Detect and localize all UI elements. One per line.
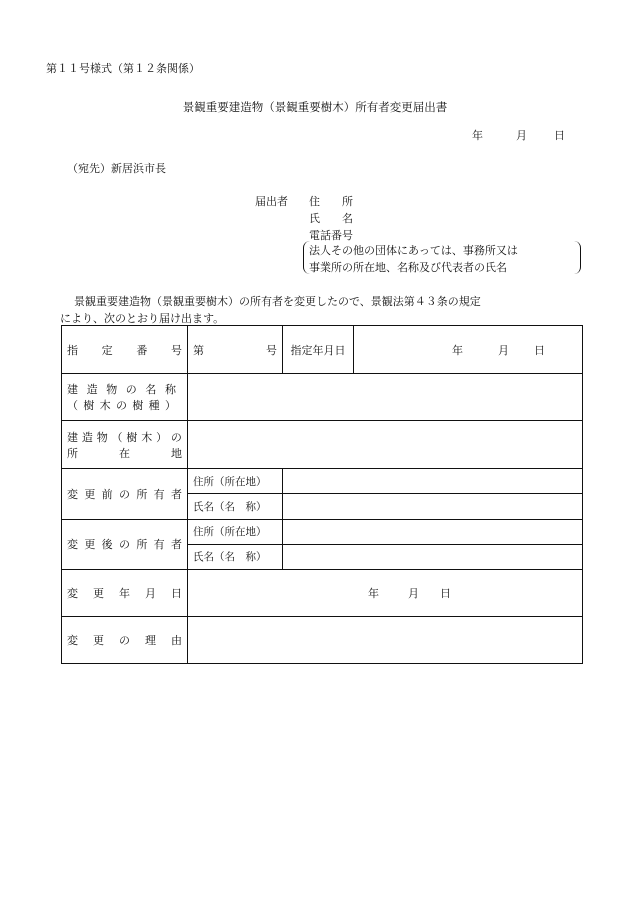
change-reason-row (62, 616, 583, 663)
label-char: 種 (148, 399, 160, 413)
building-name-label (62, 374, 188, 421)
label-char: 更 (84, 538, 96, 552)
label-char: の (118, 487, 130, 501)
before-owner-address-row (62, 469, 583, 494)
designation-date-field[interactable] (354, 326, 583, 374)
label-char: 月 (145, 586, 156, 600)
change-date-field[interactable] (188, 569, 583, 616)
building-name-field[interactable] (188, 374, 583, 421)
label-char: ） (156, 430, 168, 444)
label-char: 建 (67, 383, 78, 397)
date-day-label: 日 (554, 129, 565, 142)
date-year-label: 年 (472, 129, 483, 142)
change-date-month: 月 (408, 586, 419, 600)
label-char: 所 (136, 538, 148, 552)
designation-number-field[interactable] (188, 326, 283, 374)
label-char: 定 (101, 343, 113, 357)
corporate-note-line-2: 事業所の所在地、名称及び代表者の氏名 (309, 261, 507, 274)
label-char: 者 (170, 538, 182, 552)
label-char: 物 (96, 430, 108, 444)
change-date-day: 日 (440, 586, 451, 600)
label-char: 前 (101, 487, 113, 501)
notifier-label: 届出者 (255, 195, 288, 208)
date-month-label: 月 (516, 129, 527, 142)
change-reason-field[interactable] (188, 616, 583, 663)
statement-text (60, 293, 481, 327)
designation-date-day: 日 (534, 343, 545, 357)
before-owner-name-label: 氏名（名 称） (188, 494, 283, 519)
label-char: 番 (136, 343, 148, 357)
label-char: 有 (153, 487, 165, 501)
label-char: 更 (84, 487, 96, 501)
form-number: 第１１号様式（第１２条関係） (46, 62, 200, 75)
label-char: ） (164, 399, 176, 413)
designation-row (62, 326, 583, 374)
notifier-name-label: 氏 名 (309, 212, 353, 225)
label-char: 地 (171, 446, 182, 460)
after-owner-name-label: 氏名（名 称） (188, 544, 283, 569)
label-char: 在 (119, 446, 130, 460)
label-char: 変 (67, 538, 78, 552)
building-name-row (62, 374, 583, 421)
label-char: 造 (81, 430, 93, 444)
location-row (62, 421, 583, 469)
corporate-note-line-1: 法人その他の団体にあっては、事務所又は (309, 244, 518, 257)
label-char: 指 (67, 343, 78, 357)
label-char: 木 (141, 430, 153, 444)
designation-date-month: 月 (498, 343, 509, 357)
label-char: の (118, 538, 130, 552)
label-char: 更 (93, 586, 104, 600)
label-char: 有 (153, 538, 165, 552)
form-table (61, 325, 583, 664)
label-char: 変 (67, 586, 78, 600)
change-date-year: 年 (368, 586, 379, 600)
label-char: （ (111, 430, 123, 444)
designation-date-label: 指定年月日 (283, 326, 354, 374)
label-char: の (115, 399, 127, 413)
statement-line-2: により、次のとおり届け出ます。 (60, 312, 225, 325)
label-char: 号 (170, 343, 182, 357)
label-char: 年 (119, 586, 130, 600)
addressee: （宛先）新居浜市長 (67, 162, 166, 175)
location-label (62, 421, 188, 469)
label-char: の (170, 430, 182, 444)
after-owner-address-field[interactable] (283, 519, 583, 544)
before-owner-name-field[interactable] (283, 494, 583, 519)
label-char: 木 (99, 399, 111, 413)
label-char: の (125, 383, 137, 397)
number-prefix: 第 (193, 343, 204, 357)
label-char: 所 (67, 446, 78, 460)
document-title: 景観重要建造物（景観重要樹木）所有者変更届出書 (182, 100, 448, 114)
statement-line-1: 景観重要建造物（景観重要樹木）の所有者を変更したので、景観法第４３条の規定 (74, 295, 481, 308)
label-char: 変 (67, 487, 78, 501)
label-char: 物 (106, 383, 118, 397)
label-char: （ (67, 399, 78, 413)
label-char: 日 (171, 586, 182, 600)
label-char: 名 (145, 383, 157, 397)
label-char: 樹 (83, 399, 95, 413)
notifier-phone-label: 電話番号 (309, 229, 353, 242)
change-date-label (62, 569, 188, 616)
after-owner-label (62, 519, 188, 569)
label-char: 後 (101, 538, 113, 552)
before-owner-address-label: 住所（所在地） (188, 469, 283, 494)
change-reason-label (62, 616, 188, 663)
label-char: 称 (164, 383, 176, 397)
label-char: 由 (171, 633, 182, 647)
designation-number-label (62, 326, 188, 374)
notifier-address-label: 住 所 (309, 195, 353, 208)
location-field[interactable] (188, 421, 583, 469)
label-char: 理 (145, 633, 156, 647)
label-char: 造 (86, 383, 98, 397)
before-owner-label (62, 469, 188, 519)
number-suffix: 号 (266, 343, 277, 357)
designation-number-text (67, 342, 182, 358)
before-owner-address-field[interactable] (283, 469, 583, 494)
designation-date-year: 年 (452, 343, 463, 357)
label-char: 者 (170, 487, 182, 501)
submission-date (472, 129, 565, 143)
after-owner-address-row (62, 519, 583, 544)
change-date-row (62, 569, 583, 616)
label-char: 更 (93, 633, 104, 647)
label-char: 樹 (132, 399, 144, 413)
after-owner-address-label: 住所（所在地） (188, 519, 283, 544)
after-owner-name-field[interactable] (283, 544, 583, 569)
label-char: 建 (67, 430, 78, 444)
label-char: 変 (67, 633, 78, 647)
label-char: の (119, 633, 130, 647)
label-char: 樹 (126, 430, 138, 444)
label-char: 所 (136, 487, 148, 501)
